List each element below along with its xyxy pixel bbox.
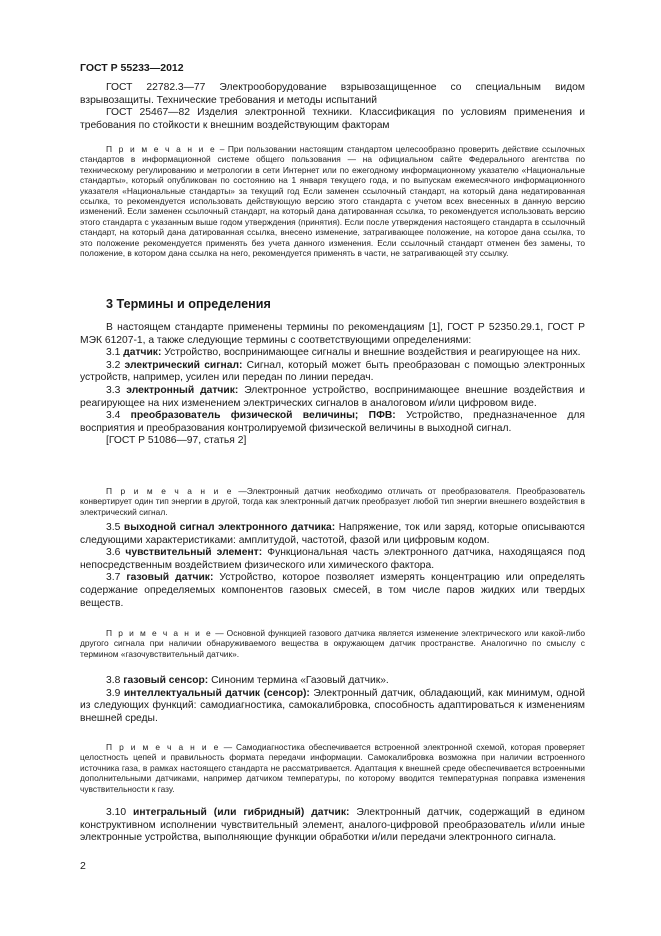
term-name: газовый сенсор: (123, 675, 209, 686)
term-number: 3.6 (106, 547, 126, 559)
note-text: — Основной функцией газового датчика является изменение электрического или какой-либо другого сигнала при наличии обнаруживаемого вещества в окружающем датчик пространстве. Аналогично по смыслу с термином «газочувствительный датчик». (80, 628, 585, 659)
note-label: П р и м е ч а н и е (106, 144, 217, 154)
term-definition: Сигнал, который может быть преобразован с помощью электронных устройств, например, усилен или передан по линии передач. (80, 359, 585, 384)
term-number: 3.3 (106, 384, 127, 396)
note-label: П р и м е ч а н и е (106, 486, 234, 496)
term-name: интегральный (или гибридный) датчик: (133, 807, 350, 818)
term-number: 3.2 (106, 359, 125, 371)
reference-item: ГОСТ 25467—82 Изделия электронной техники. Классификация по условиям применения и требования по стойкости к внешним воздействующим факторам (80, 107, 585, 131)
term-name: электронный датчик: (126, 384, 239, 396)
terms-block-a (80, 322, 585, 448)
term-name: газовый датчик: (126, 572, 214, 584)
intro-paragraph: В настоящем стандарте применены термины по рекомендациям [1], ГОСТ Р 52350.29.1, ГОСТ Р МЭК 61207-1, а также следующие термины с соответствующими определениями: (80, 322, 585, 346)
term-number: 3.7 (106, 572, 127, 584)
term-entry (80, 410, 585, 435)
term-definition: Электронное устройство, воспринимающее внешние воздействия и реагирующее на них изменением электрических сигналов в аналоговом и/или цифровом виде. (80, 384, 585, 409)
references-block (80, 82, 585, 132)
term-definition: Электронный датчик, содержащий в едином конструктивном исполнении чувствительный элемент, аналого-цифровой преобразователь и/или иные электронные устройства, выполняющие функции обработки и/или передачи электронного сигнала. (80, 807, 586, 844)
term-definition: Синоним термина «Газовый датчик». (208, 675, 389, 686)
note-gas-sensor (80, 628, 585, 659)
term-entry (80, 385, 585, 410)
term-name: преобразователь физической величины; ПФВ: (130, 410, 396, 422)
term-number: 3.9 (106, 687, 124, 699)
note-text: – При пользовании настоящим стандартом целесообразно проверить действие ссылочных стандартов в информационной системе общего пользования — на официальном сайте Федерального агентства по техническому регулированию и метрологии в сети Интернет или по ежегодному информационному указателю «Национальные стандарты», который опубликован по состоянию на 1 января текущего года, и по выпускам ежемесячного информационного указателя «Национальные стандарты» за текущий год Если заменен ссылочный стандарт, на который дана недатированная ссылка, то рекомендуется использовать действующую версию этого стандарта с учетом всех внесенных в данную версию изменений. Если заменен ссылочный стандарт, на который дана датированная ссылка, то рекомендуется использовать версию этого стандарта с указанным выше годом утверждения (принятия). Если после утверждения настоящего стандарта в ссылочный стандарт, на который дана датированная ссылка, внесено изменение, затрагивающее положение, на которое дана ссылка, то это положение рекомендуется применять без учета данного изменения. Если ссылочный стандарт отменен без замены, то положение, в котором дана ссылка на него, рекомендуется применять в части, не затрагивающей эту ссылку. (80, 144, 585, 259)
term-name: электрический сигнал: (124, 359, 243, 371)
term-name: выходной сигнал электронного датчика: (123, 522, 336, 533)
term-definition: Устройство, воспринимающее сигналы и внешние воздействия и реагирующее на них. (161, 347, 581, 359)
section-title: 3 Термины и определения (106, 297, 271, 311)
note-references (80, 144, 585, 258)
term-name: чувствительный элемент: (125, 547, 263, 559)
term-number: 3.1 (106, 347, 124, 359)
term-number: 3.8 (106, 675, 124, 686)
term-entry (80, 522, 585, 547)
term-entry (80, 360, 585, 385)
term-number: 3.5 (106, 522, 124, 533)
note-label: П р и м е ч а н и е (106, 742, 220, 752)
note-smart-sensor (80, 742, 585, 794)
term-definition: Электронный датчик, обладающий, как минимум, одной из следующих функций: самодиагностика, самокалибровка, способность адаптироваться к изменениям внешней среды. (80, 687, 585, 724)
page-number: 2 (80, 860, 86, 872)
note-label: П р и м е ч а н и е (106, 628, 213, 638)
term-number: 3.4 (106, 410, 131, 422)
reference-item: ГОСТ 22782.3—77 Электрооборудование взрывозащищенное со специальным видом взрывозащиты. Технические требования и методы испытаний (80, 82, 585, 106)
note-electronic-sensor (80, 486, 585, 517)
term-definition: Устройство, предназначенное для восприятия и преобразования контролируемой физической величины в выходной сигнал. (80, 410, 585, 434)
term-name: интеллектуальный датчик (сенсор): (123, 687, 310, 699)
term-number: 3.10 (106, 807, 133, 818)
term-definition: Напряжение, ток или заряд, которые описываются следующими характеристиками: амплитудой, частотой, фазой или цифровым кодом. (80, 522, 585, 546)
term-definition: Устройство, которое позволяет измерять концентрацию или определять содержание определяемых компонентов газовых смесей, в том числе паров жидких или твердых веществ. (80, 572, 585, 609)
terms-block-d (80, 807, 585, 845)
document-header: ГОСТ Р 55233—2012 (80, 62, 184, 74)
note-text: —Электронный датчик необходимо отличать от преобразователя. Преобразователь конвертирует один тип энергии в другой, тогда как электронный датчик преобразует любой тип энергии внешнего воздействия в электрический сигнал. (80, 486, 585, 517)
term-entry (80, 807, 585, 845)
term-entry (80, 675, 585, 688)
term-name: датчик: (123, 347, 162, 359)
terms-block-c (80, 675, 585, 725)
term-entry (80, 347, 585, 360)
term-entry (80, 688, 585, 726)
terms-block-b (80, 522, 585, 610)
note-text: — Самодиагностика обеспечивается встроенной электронной схемой, которая проверяет целостность цепей и правильность формата передачи информации. Самокалибровка возможна при наличии встроенного источника газа, в рамках настоящего стандарта не рассматривается. Адаптация к внешней среде обеспечивается встроенными дополнительными датчиками, например датчиком температуры, по которому вводится температурная поправка изменения чувствительности к газу. (80, 742, 585, 794)
term-entry (80, 547, 585, 572)
citation: [ГОСТ Р 51086—97, статья 2] (106, 435, 247, 447)
term-entry (80, 572, 585, 610)
term-definition: Функциональная часть электронного датчика, находящаяся под непосредственным воздействием физического или химического фактора. (80, 547, 585, 571)
